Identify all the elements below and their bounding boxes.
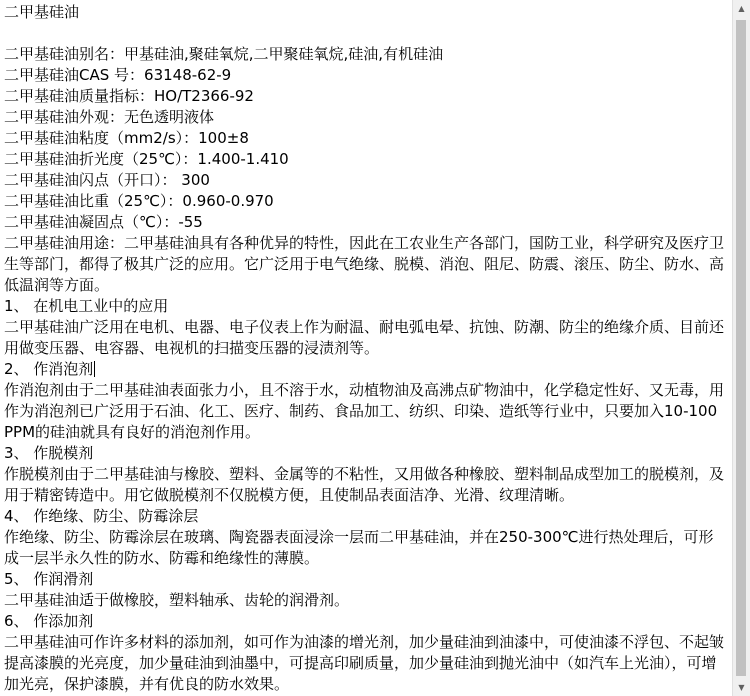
vertical-scrollbar[interactable] [732, 0, 750, 696]
property-standard: 二甲基硅油质量指标：HO/T2366-92 [4, 87, 254, 105]
usage-paragraph: 二甲基硅油用途：二甲基硅油具有各种优异的特性，因此在工农业生产各部门，国防工业，科学研究及医疗卫生等部门，都得了极其广泛的应用。它广泛用于电气绝缘、脱模、消泡、阻尼、防震、滚压、防尘、防水、高低温润等方面。 [4, 234, 725, 294]
section-heading: 1、 在机电工业中的应用 [4, 297, 169, 315]
section-heading-text: 2、 作消泡剂 [4, 360, 94, 378]
property-refractive-index: 二甲基硅油折光度（25℃）：1.400-1.410 [4, 150, 289, 168]
scrollbar-thumb[interactable] [736, 20, 746, 676]
section-body: 二甲基硅油可作许多材料的添加剂，如可作为油漆的增光剂，加少量硅油到油漆中，可使油漆不浮包、不起皱提高漆膜的光亮度，加少量硅油到油墨中，可提高印刷质量，加少量硅油到抛光油中（如汽车上光油），可增加光亮，保护漆膜，并有优良的防水效果。 [4, 633, 725, 693]
property-specific-gravity: 二甲基硅油比重（25℃）：0.960-0.970 [4, 192, 274, 210]
text-caret [94, 361, 95, 377]
property-flash-point: 二甲基硅油闪点（开口）： 300 [4, 171, 210, 189]
property-freezing-point: 二甲基硅油凝固点（℃）：-55 [4, 213, 203, 231]
section-body: 二甲基硅油适于做橡胶，塑料轴承、齿轮的润滑剂。 [4, 591, 350, 609]
section-heading [4, 359, 726, 380]
section-heading: 5、 作润滑剂 [4, 570, 94, 588]
blank-line [4, 23, 726, 44]
section-body: 作脱模剂由于二甲基硅油与橡胶、塑料、金属等的不粘性，又用做各种橡胶、塑料制品成型加工的脱模剂，及用于精密铸造中。用它做脱模剂不仅脱模方便，且使制品表面洁净、光滑、纹理清晰。 [4, 465, 725, 504]
section-heading: 4、 作绝缘、防尘、防霉涂层 [4, 507, 199, 525]
property-cas: 二甲基硅油CAS 号：63148-62-9 [4, 66, 232, 84]
section-heading: 6、 作添加剂 [4, 612, 94, 630]
property-viscosity: 二甲基硅油粘度（mm2/s）：100±8 [4, 129, 249, 147]
property-alias: 二甲基硅油别名：甲基硅油,聚硅氧烷,二甲聚硅氧烷,硅油,有机硅油 [4, 45, 444, 63]
section-body: 作消泡剂由于二甲基硅油表面张力小，且不溶于水，动植物油及高沸点矿物油中，化学稳定性好、又无毒，用作为消泡剂已广泛用于石油、化工、医疗、制药、食品加工、纺织、印染、造纸等行业中，只要加入10-100PPM的硅油就具有良好的消泡剂作用。 [4, 381, 725, 441]
section-heading: 3、 作脱模剂 [4, 444, 94, 462]
document-title: 二甲基硅油 [4, 3, 80, 21]
section-body: 二甲基硅油广泛用在电机、电器、电子仪表上作为耐温、耐电弧电晕、抗蚀、防潮、防尘的绝缘介质、目前还用做变压器、电容器、电视机的扫描变压器的浸渍剂等。 [4, 318, 725, 357]
section-body: 作绝缘、防尘、防霉涂层在玻璃、陶瓷器表面浸涂一层而二甲基硅油，并在250-300℃进行热处理后，可形成一层半永久性的防水、防霉和绝缘性的薄膜。 [4, 528, 714, 567]
scroll-down-arrow-icon[interactable]: ▼ [738, 683, 745, 692]
scroll-up-arrow-icon[interactable]: ▲ [738, 4, 745, 13]
property-appearance: 二甲基硅油外观：无色透明液体 [4, 108, 215, 126]
